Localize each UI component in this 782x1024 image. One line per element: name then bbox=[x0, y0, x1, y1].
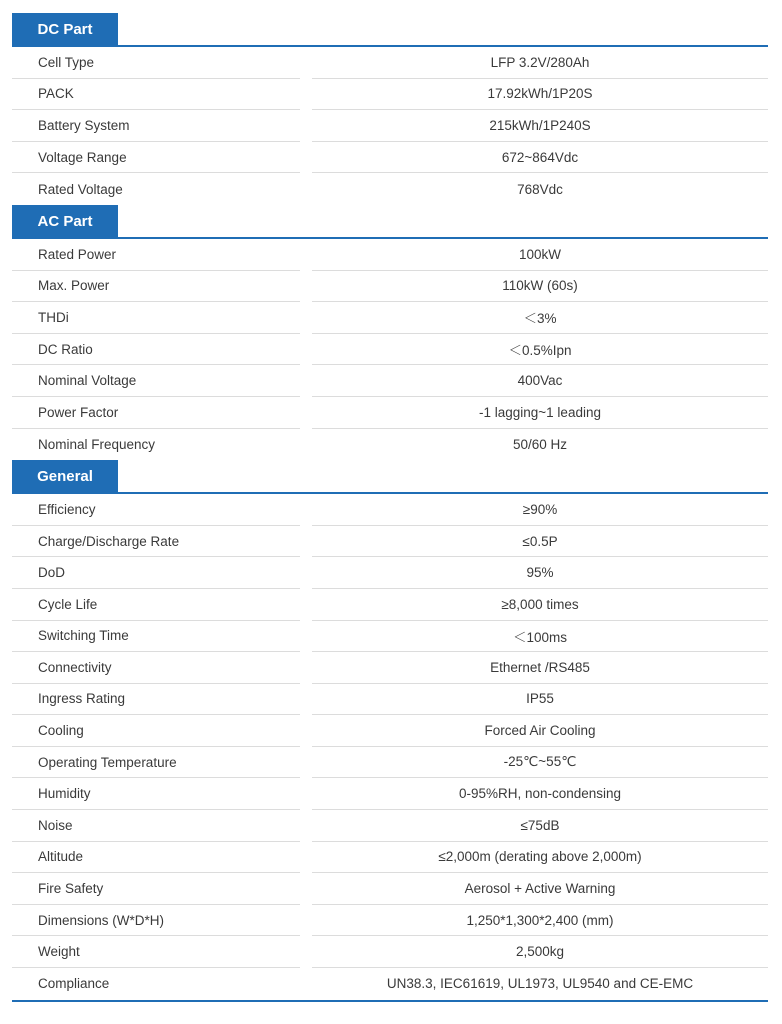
spec-row bbox=[12, 47, 768, 79]
spec-row bbox=[12, 334, 768, 366]
spec-label: Dimensions (W*D*H) bbox=[12, 905, 300, 937]
section-header bbox=[12, 13, 768, 47]
spec-value: ＜3% bbox=[312, 302, 768, 334]
spec-label: Rated Power bbox=[12, 239, 300, 271]
spec-row bbox=[12, 905, 768, 937]
spec-label: Max. Power bbox=[12, 271, 300, 303]
spec-row bbox=[12, 778, 768, 810]
spec-value: 50/60 Hz bbox=[512, 436, 568, 452]
spec-label: Noise bbox=[12, 810, 300, 842]
spec-label: Nominal Frequency bbox=[38, 436, 156, 452]
spec-row bbox=[12, 365, 768, 397]
spec-label: Ingress Rating bbox=[12, 684, 300, 716]
spec-value: 100kW bbox=[312, 239, 768, 271]
spec-value: 17.92kWh/1P20S bbox=[312, 79, 768, 111]
spec-value: 95% bbox=[312, 557, 768, 589]
spec-label: Cycle Life bbox=[12, 589, 300, 621]
spec-value: ＜0.5%Ipn bbox=[312, 334, 768, 366]
spec-value: Ethernet /RS485 bbox=[312, 652, 768, 684]
spec-label: Cooling bbox=[12, 715, 300, 747]
spec-value: ≥8,000 times bbox=[312, 589, 768, 621]
spec-label: Operating Temperature bbox=[12, 747, 300, 779]
spec-label: Battery System bbox=[12, 110, 300, 142]
spec-value: 215kWh/1P240S bbox=[312, 110, 768, 142]
spec-label: Nominal Voltage bbox=[12, 365, 300, 397]
spec-value: 768Vdc bbox=[517, 181, 563, 197]
spec-row bbox=[12, 110, 768, 142]
spec-label: Efficiency bbox=[12, 494, 300, 526]
spec-value: ＜100ms bbox=[312, 621, 768, 653]
spec-row bbox=[12, 494, 768, 526]
spec-row bbox=[12, 526, 768, 558]
spec-value: -25℃~55℃ bbox=[312, 747, 768, 779]
spec-label: Charge/Discharge Rate bbox=[12, 526, 300, 558]
spec-value: IP55 bbox=[312, 684, 768, 716]
spec-row bbox=[12, 271, 768, 303]
spec-label: Rated Voltage bbox=[38, 181, 123, 197]
spec-row bbox=[12, 873, 768, 905]
spec-row bbox=[12, 557, 768, 589]
spec-row bbox=[12, 142, 768, 174]
spec-label: DC Ratio bbox=[12, 334, 300, 366]
spec-row bbox=[12, 968, 768, 1000]
spec-value: 672~864Vdc bbox=[312, 142, 768, 174]
spec-row bbox=[12, 715, 768, 747]
section-title: AC Part bbox=[12, 205, 118, 239]
spec-label: Weight bbox=[12, 936, 300, 968]
spec-value: 1,250*1,300*2,400 (mm) bbox=[312, 905, 768, 937]
spec-row bbox=[12, 173, 768, 205]
spec-table bbox=[12, 494, 768, 1000]
spec-row bbox=[12, 429, 768, 461]
spec-label: Cell Type bbox=[12, 47, 300, 79]
spec-value: 0-95%RH, non-condensing bbox=[312, 778, 768, 810]
spec-value: LFP 3.2V/280Ah bbox=[312, 47, 768, 79]
spec-table bbox=[12, 47, 768, 205]
spec-value: ≤2,000m (derating above 2,000m) bbox=[312, 842, 768, 874]
spec-label: Power Factor bbox=[12, 397, 300, 429]
spec-value: UN38.3, IEC61619, UL1973, UL9540 and CE-EMC bbox=[386, 976, 694, 992]
spec-row bbox=[12, 747, 768, 779]
spec-value: ≤75dB bbox=[312, 810, 768, 842]
spec-value: 400Vac bbox=[312, 365, 768, 397]
section-general bbox=[12, 460, 768, 1000]
spec-row bbox=[12, 652, 768, 684]
spec-table bbox=[12, 239, 768, 460]
spec-row bbox=[12, 79, 768, 111]
spec-row bbox=[12, 397, 768, 429]
spec-value: Forced Air Cooling bbox=[312, 715, 768, 747]
spec-label: DoD bbox=[12, 557, 300, 589]
spec-label: Compliance bbox=[38, 976, 110, 992]
section-ac-part bbox=[12, 205, 768, 460]
spec-value: Aerosol + Active Warning bbox=[312, 873, 768, 905]
section-title: General bbox=[12, 460, 118, 494]
spec-row bbox=[12, 239, 768, 271]
spec-value: ≤0.5P bbox=[312, 526, 768, 558]
bottom-divider bbox=[12, 1000, 768, 1002]
spec-label: Voltage Range bbox=[12, 142, 300, 174]
spec-row bbox=[12, 842, 768, 874]
spec-label: Connectivity bbox=[12, 652, 300, 684]
spec-label: Switching Time bbox=[12, 621, 300, 653]
spec-value: ≥90% bbox=[312, 494, 768, 526]
spec-label: Altitude bbox=[12, 842, 300, 874]
spec-label: Humidity bbox=[12, 778, 300, 810]
spec-row bbox=[12, 621, 768, 653]
section-header bbox=[12, 460, 768, 494]
spec-row bbox=[12, 684, 768, 716]
spec-value: 110kW (60s) bbox=[312, 271, 768, 303]
spec-label: PACK bbox=[12, 79, 300, 111]
section-header bbox=[12, 205, 768, 239]
spec-row bbox=[12, 936, 768, 968]
spec-label: THDi bbox=[12, 302, 300, 334]
spec-label: Fire Safety bbox=[12, 873, 300, 905]
spec-row bbox=[12, 810, 768, 842]
section-title: DC Part bbox=[12, 13, 118, 47]
spec-value: 2,500kg bbox=[312, 936, 768, 968]
section-dc-part bbox=[12, 0, 768, 205]
spec-row bbox=[12, 589, 768, 621]
spec-value: -1 lagging~1 leading bbox=[312, 397, 768, 429]
spec-row bbox=[12, 302, 768, 334]
